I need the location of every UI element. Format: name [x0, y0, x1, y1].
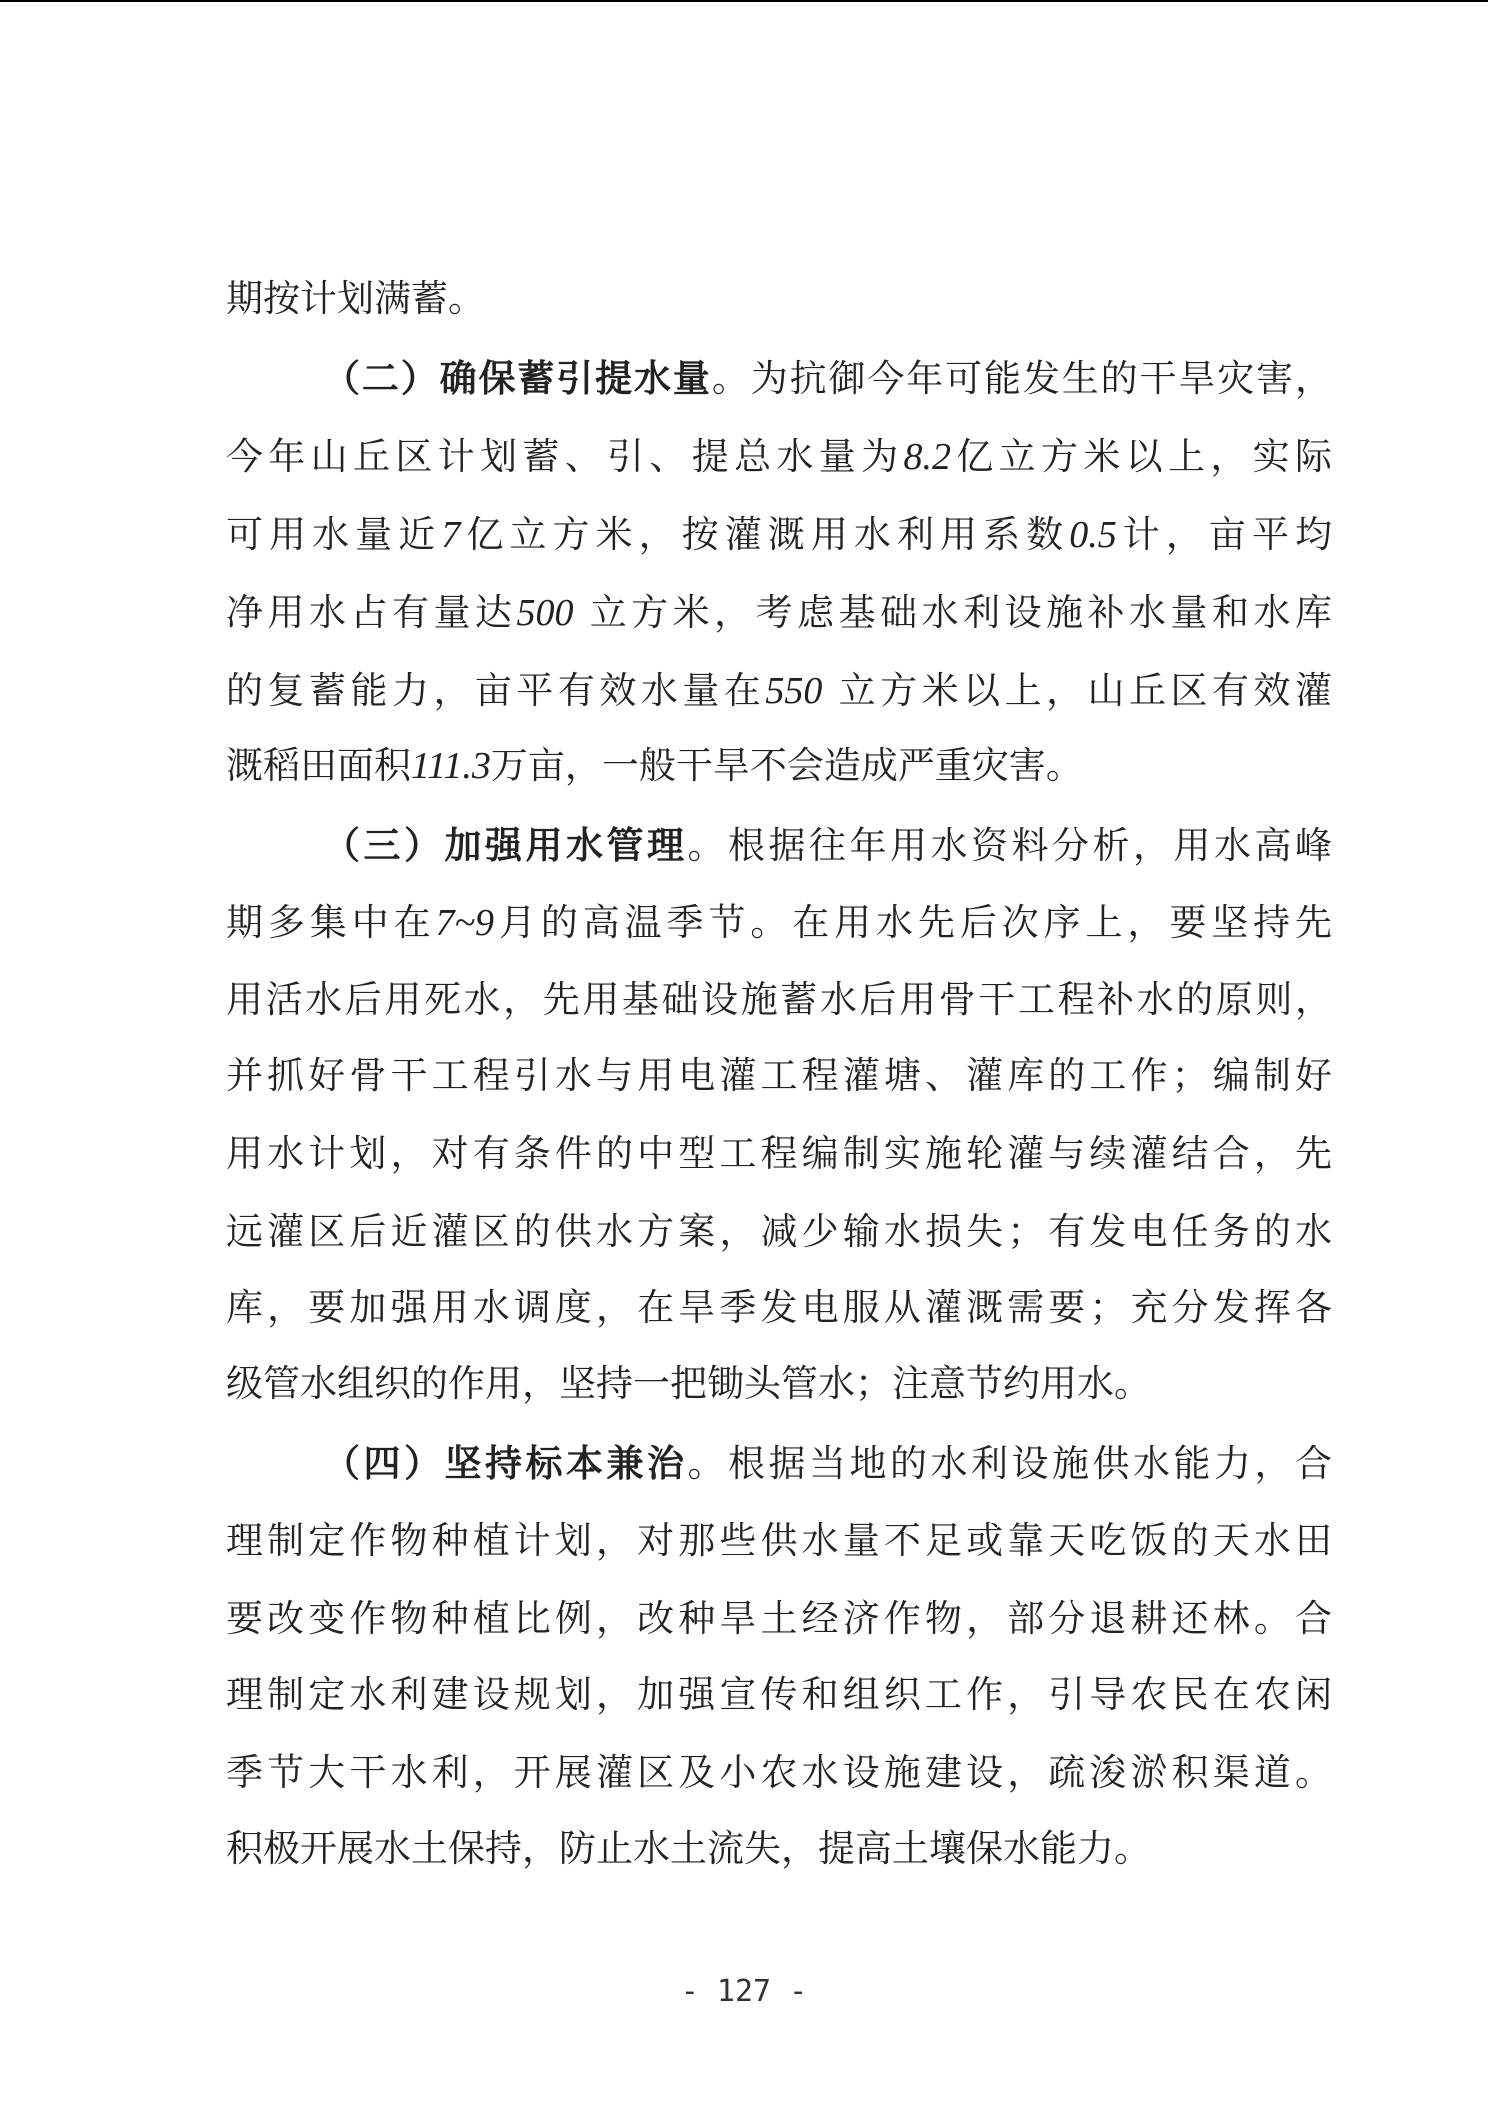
line-text: 净用水占有量达: [226, 591, 517, 634]
line-text: 理制定作物种植计划，对那些供水量不足或靠天吃饭的天水田: [226, 1519, 1332, 1562]
line-text: 可用水量近: [226, 513, 442, 556]
text-line: [226, 1278, 1332, 1338]
section-heading-line: [226, 815, 1332, 875]
section-heading: （三）加强用水管理: [323, 823, 688, 867]
line-text: 期按计划满蓄。: [226, 277, 485, 320]
text-line: [226, 1354, 1332, 1414]
text-line: [226, 893, 1332, 953]
line-text: 月的高温季节。在用水先后次序上，要坚持先: [494, 901, 1333, 944]
line-text: 级管水组织的作用，坚持一把锄头管水；注意节约用水。: [226, 1362, 1151, 1405]
text-line: [226, 1511, 1332, 1571]
page-number: - 127 -: [680, 1974, 808, 2009]
number: 0.5: [1069, 514, 1117, 556]
line-text: 季节大干水利，开展灌区及小农水设施建设，疏浚淤积渠道。: [226, 1751, 1332, 1794]
number: 7~9: [435, 902, 495, 944]
line-text: 。根据当地的水利设施供水能力，合: [687, 1442, 1332, 1485]
line-text: 要改变作物种植比例，改种旱土经济作物，部分退耕还林。合: [226, 1597, 1332, 1640]
text-line: [226, 1665, 1332, 1725]
text-line: [226, 736, 1332, 796]
line-text: 的复蓄能力，亩平有效水量在: [226, 669, 766, 712]
line-text: 期多集中在: [226, 901, 436, 944]
line-text: 库，要加强用水调度，在旱季发电服从灌溉需要；充分发挥各: [226, 1286, 1332, 1329]
text-line: [226, 583, 1332, 643]
text-line: [226, 1589, 1332, 1649]
text-line: [226, 505, 1332, 565]
section-heading-line: [226, 348, 1332, 408]
line-text: 万亩，一般干旱不会造成严重灾害。: [490, 744, 1083, 787]
line-text: 亿立方米以上，实际: [950, 435, 1333, 478]
number: 550: [765, 670, 823, 712]
text-line: [226, 1743, 1332, 1803]
line-text: 理制定水利建设规划，加强宣传和组织工作，引导农民在农闲: [226, 1673, 1332, 1716]
text-line: [226, 661, 1332, 721]
line-text: 计，亩平均: [1116, 513, 1333, 556]
line-text: 积极开展水土保持，防止水土流失，提高土壤保水能力。: [226, 1827, 1151, 1870]
section-heading: （四）坚持标本兼治: [323, 1441, 688, 1485]
text-line: [226, 427, 1332, 487]
text-line: [226, 1124, 1332, 1184]
line-text: 远灌区后近灌区的供水方案，减少输水损失；有发电任务的水: [226, 1210, 1332, 1253]
line-text: 。根据往年用水资料分析，用水高峰: [687, 824, 1332, 867]
number: 111.3: [411, 745, 491, 787]
text-line: [226, 1202, 1332, 1262]
number: 500: [516, 592, 574, 634]
text-line: [226, 1046, 1332, 1106]
number: 8.2: [903, 436, 951, 478]
line-text: 并抓好骨干工程引水与用电灌工程灌塘、灌库的工作；编制好: [226, 1054, 1332, 1097]
line-text: 立方米，考虑基础水利设施补水量和水库: [573, 591, 1333, 634]
line-text: 。为抗御今年可能发生的干旱灾害，: [711, 357, 1333, 400]
section-heading: （二）确保蓄引提水量: [323, 356, 712, 400]
line-text: 立方米以上，山丘区有效灌: [822, 669, 1333, 712]
line-text: 用活水后用死水，先用基础设施蓄水后用骨干工程补水的原则，: [226, 978, 1332, 1021]
number: 7: [441, 514, 461, 556]
text-line: [226, 1819, 1332, 1879]
line-text: 今年山丘区计划蓄、引、提总水量为: [226, 435, 904, 478]
section-heading-line: [226, 1433, 1332, 1493]
line-text: 用水计划，对有条件的中型工程编制实施轮灌与续灌结合，先: [226, 1132, 1332, 1175]
text-line: [226, 970, 1332, 1030]
line-text: 溉稻田面积: [226, 744, 411, 787]
text-line: [226, 269, 1332, 329]
line-text: 亿立方米，按灌溉用水利用系数: [460, 513, 1070, 556]
